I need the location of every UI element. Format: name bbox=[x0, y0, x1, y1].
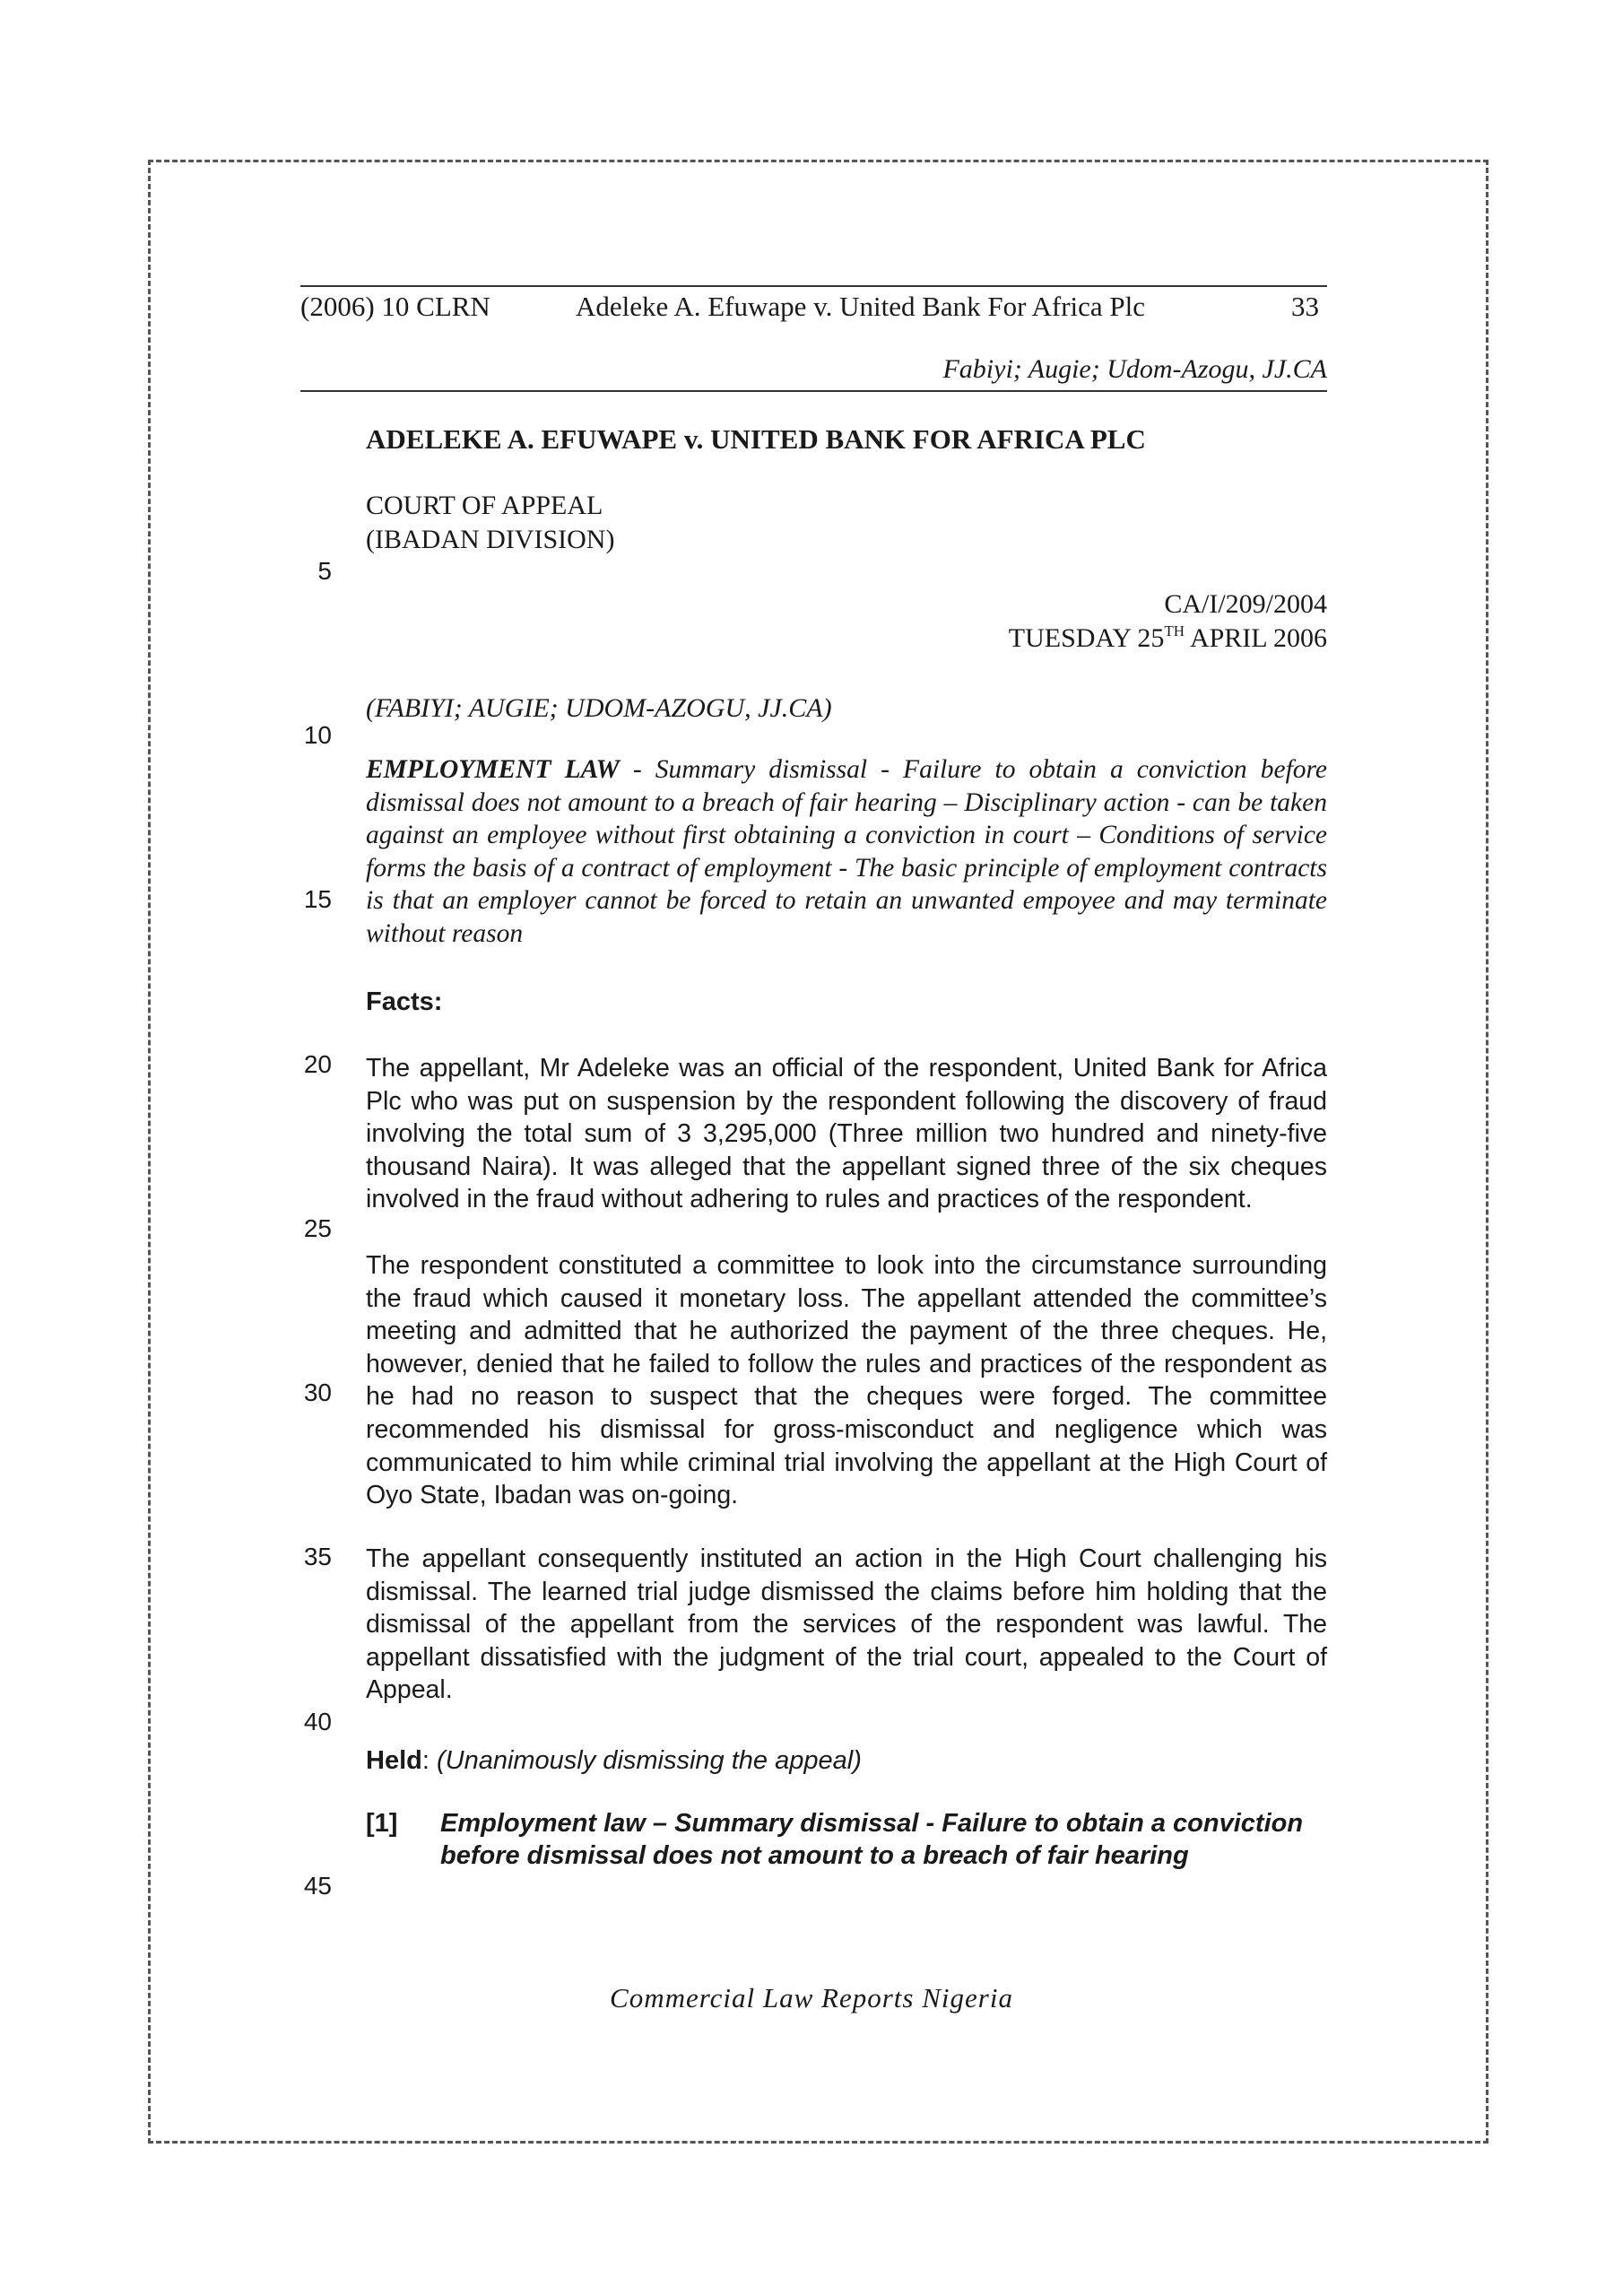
facts-paragraph: The respondent constituted a committee to look into the circumstance surrounding the fraud which caused it monetary loss. The appellant attended the committee’s meeting and admitted that he authorized the payment of the three cheques. He, however, denied that he failed to follow the rules and practices of the respondent as he had no reason to suspect that the cheques were forged. The committee recommended his dismissal for gross-misconduct and negligence which was communicated to him while criminal trial involving the appellant at the High Court of Oyo State, Ibadan was on-going. bbox=[366, 1251, 1327, 1510]
court-name: COURT OF APPEAL bbox=[366, 491, 603, 520]
header-case-title: Adeleke A. Efuwape v. United Bank For Africa Plc bbox=[576, 291, 1146, 322]
header-citation: (2006) 10 CLRN bbox=[300, 291, 490, 322]
date-prefix: TUESDAY 25 bbox=[1008, 623, 1165, 653]
line-number: 40 bbox=[303, 1708, 332, 1735]
date-suffix: APRIL 2006 bbox=[1185, 623, 1327, 653]
header-judges: Fabiyi; Augie; Udom-Azogu, JJ.CA bbox=[942, 354, 1327, 384]
footer-publication: Commercial Law Reports Nigeria bbox=[610, 1982, 1013, 2013]
line-number: 10 bbox=[303, 721, 332, 749]
line-number: 15 bbox=[303, 885, 332, 913]
judgment-date bbox=[1009, 622, 1327, 656]
holding-text: Employment law – Summary dismissal - Failure to obtain a conviction before dismissal does not amount to a breach of fair hearing bbox=[440, 1809, 1304, 1870]
held-line bbox=[366, 1744, 1327, 1778]
court-block bbox=[366, 489, 1327, 557]
line-number: 5 bbox=[317, 557, 332, 585]
line-number: 45 bbox=[303, 1872, 332, 1900]
facts-paragraph: The appellant consequently instituted an action in the High Court challenging his dismissal. The learned trial judge dismissed the claims before him holding that the dismissal of the appellant from the services of the respondent was lawful. The appellant dissatisfied with the judgment of the trial court, appealed to the Court of Appeal. bbox=[366, 1544, 1327, 1705]
facts-paragraph: The appellant, Mr Adeleke was an official of the respondent, United Bank for Africa Plc who was put on suspension by the respondent following the discovery of fraud involving the total sum of 3 3,295,000 (Three million two hundred and ninety-five thousand Naira). It was alleged that the appellant signed three of the six cheques involved in the fraud without adhering to rules and practices of the respondent. bbox=[366, 1054, 1327, 1214]
held-note: (Unanimously dismissing the appeal) bbox=[436, 1746, 862, 1775]
suit-number: CA/I/209/2004 bbox=[1164, 589, 1327, 619]
line-number: 25 bbox=[303, 1214, 332, 1242]
catchwords bbox=[366, 753, 1327, 950]
suit-and-date bbox=[1009, 587, 1327, 656]
line-number: 35 bbox=[303, 1543, 332, 1570]
header-rule-top bbox=[300, 285, 1327, 287]
page-number: 33 bbox=[1291, 291, 1319, 322]
case-title: ADELEKE A. EFUWAPE v. UNITED BANK FOR AFRICA PLC bbox=[366, 423, 1146, 455]
header-rule-bottom bbox=[300, 390, 1327, 392]
coram: (FABIYI; AUGIE; UDOM-AZOGU, JJ.CA) bbox=[366, 693, 832, 723]
court-division: (IBADAN DIVISION) bbox=[366, 525, 615, 554]
holding-number: [1] bbox=[366, 1809, 398, 1838]
facts-heading: Facts: bbox=[366, 987, 443, 1016]
line-number: 20 bbox=[303, 1050, 332, 1078]
catchwords-heading: EMPLOYMENT LAW bbox=[366, 755, 620, 784]
line-number: 30 bbox=[303, 1378, 332, 1406]
date-superscript: TH bbox=[1164, 622, 1185, 639]
held-separator: : bbox=[421, 1746, 437, 1775]
catchwords-text: - Summary dismissal - Failure to obtain a conviction before dismissal does not amount to a breach of fair hearing – Disciplinary action - can be taken against an employee without first obtaining a conviction in court – Conditions of service forms the basis of a contract of employment - The basic principle of employment contracts is that an employer cannot be forced to retain an unwanted empoyee and may terminate without reason bbox=[366, 755, 1328, 948]
held-label: Held bbox=[366, 1746, 422, 1775]
